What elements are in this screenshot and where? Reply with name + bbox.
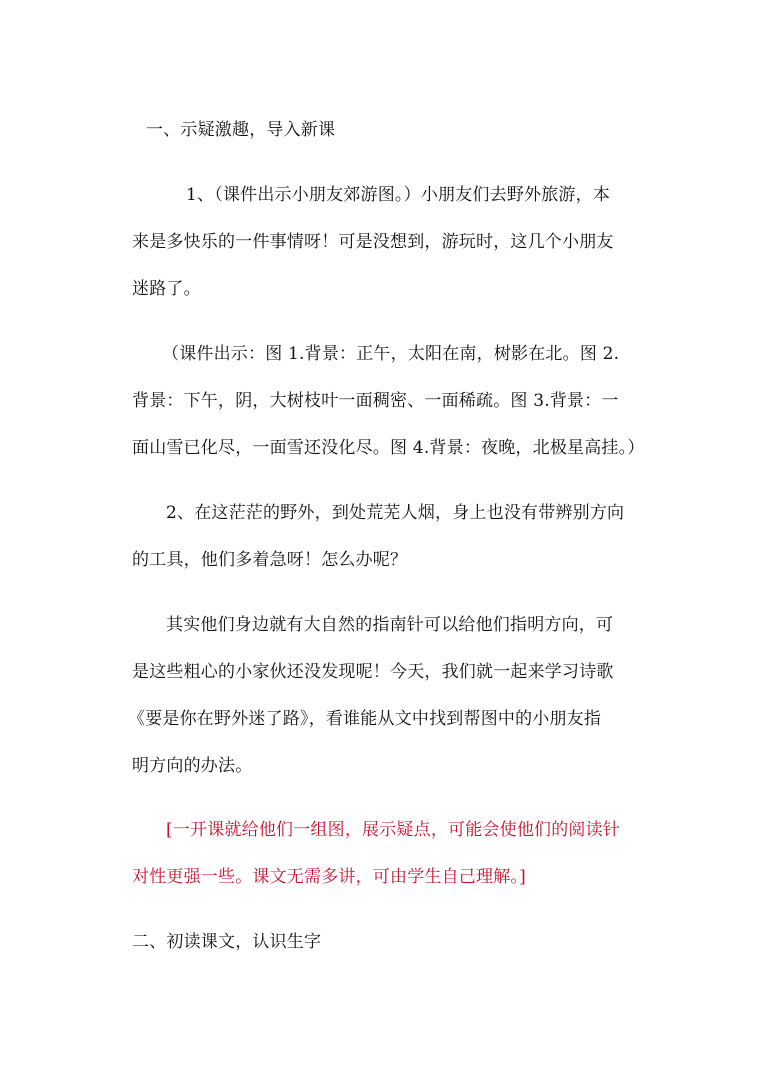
- paragraph-2-line-3: 面山雪已化尽，一面雪还没化尽。图 4.背景：夜晚，北极星高挂。）: [132, 438, 645, 458]
- section-heading-2: 二、初读课文，认识生字: [132, 932, 322, 952]
- paragraph-2-line-1: （课件出示：图 1.背景：正午，太阳在南，树影在北。图 2.: [162, 344, 620, 364]
- paragraph-3-line-1: 2、在这茫茫的野外，到处荒芜人烟，身上也没有带辨别方向: [166, 503, 625, 523]
- section-heading-1: 一、示疑激趣，导入新课: [146, 120, 336, 140]
- teacher-note-line-1: [一开课就给他们一组图，展示疑点，可能会使他们的阅读针: [166, 820, 621, 840]
- paragraph-1-line-3: 迷路了。: [132, 279, 201, 299]
- paragraph-4-line-1: 其实他们身边就有大自然的指南针可以给他们指明方向，可: [166, 615, 614, 635]
- paragraph-4-line-2: 是这些粗心的小家伙还没发现呢！今天，我们就一起来学习诗歌: [132, 662, 614, 682]
- teacher-note-line-2: 对性更强一些。课文无需多讲，可由学生自己理解。]: [132, 867, 526, 887]
- paragraph-1-line-1: 1、（课件出示小朋友郊游图。）小朋友们去野外旅游，本: [186, 185, 611, 205]
- paragraph-3-line-2: 的工具，他们多着急呀！怎么办呢？: [132, 550, 408, 570]
- paragraph-2-line-2: 背景：下午，阴，大树枝叶一面稠密、一面稀疏。图 3.背景：一: [132, 391, 619, 411]
- paragraph-4-line-4: 明方向的办法。: [132, 756, 253, 776]
- paragraph-4-line-3: 《要是你在野外迷了路》，看谁能从文中找到帮图中的小朋友指: [128, 709, 602, 729]
- paragraph-1-line-2: 来是多快乐的一件事情呀！可是没想到，游玩时，这几个小朋友: [132, 232, 614, 252]
